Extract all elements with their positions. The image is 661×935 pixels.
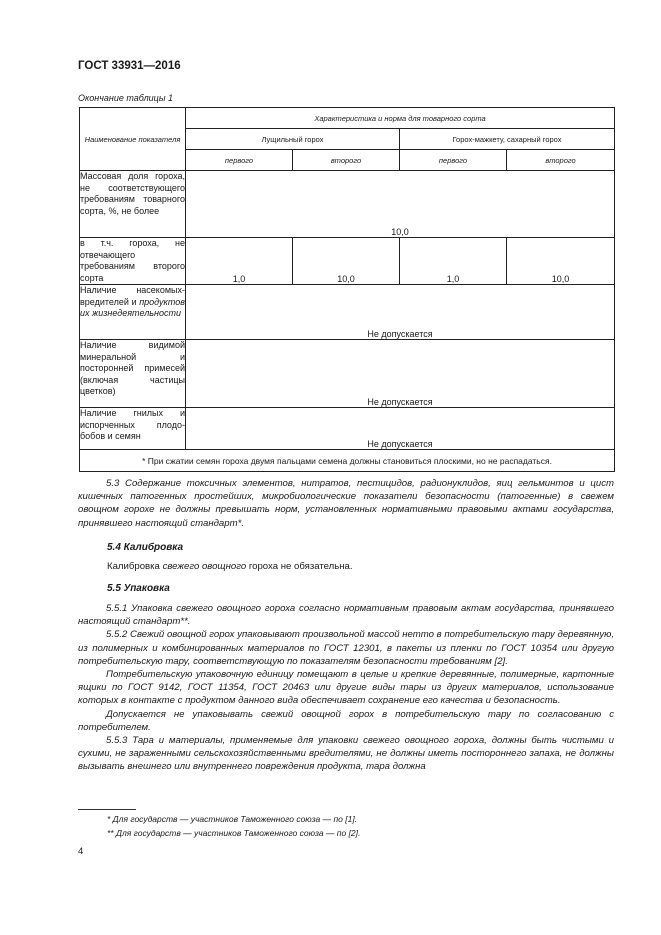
grade-header: второго [507, 150, 615, 171]
grade-header: второго [293, 150, 400, 171]
table-row [80, 340, 615, 408]
row-value: Не допускается [186, 408, 615, 450]
grade-header: первого [400, 150, 507, 171]
paragraph-5-3: 5.3 Содержание токсичных элементов, нитратов, пестицидов, радионуклидов, яиц гельминтов и цист кишечных патогенных простейших, микробиологические показатели безопасности (патогенные) в свежем овощном горохе не должны превышать норм, установленных нормативными правовыми актами государства, принявшего настоящий стандарт*. [78, 478, 614, 529]
row-value: 10,0 [186, 171, 615, 238]
row-value: 1,0 [186, 238, 293, 285]
paragraph-5-4: Калибровка свежего овощного гороха не обязательна. [107, 561, 353, 572]
table-row [80, 171, 615, 238]
footnote-divider [78, 809, 136, 810]
table-footnote: * При сжатии семян гороха двумя пальцами семена должны становиться плоскими, но не распадаться. [80, 450, 615, 472]
quality-table [79, 107, 615, 472]
row-name: Массовая доля гороха, не соответствующего требованиям товарного сорта, %, не более [80, 171, 186, 238]
col-header-indicator: Наименование показателя [80, 108, 186, 171]
paragraph-5-5-2: 5.5.2 Свежий овощной горох упаковывают произвольной массой нетто в потребительскую тару деревянную, из полимерных и комбинированных материалов по ГОСТ 12301, в пакеты из пленки по ГОСТ 10354 или другую потребительскую тару, соответствующую по показателям безопасности требованиям [2]. [78, 629, 614, 667]
row-value: 10,0 [293, 238, 400, 285]
table-footnote-row [80, 450, 615, 472]
table-row [80, 238, 615, 285]
table-row [80, 285, 615, 340]
row-value: Не допускается [186, 285, 615, 340]
row-name: в т.ч. гороха, не отвечающего требованиям второго сорта [80, 238, 185, 283]
section-heading-packaging: 5.5 Упаковка [107, 583, 170, 594]
row-value: 10,0 [507, 238, 615, 285]
table-caption: Окончание таблицы 1 [78, 93, 173, 103]
subheader-shelling-pea: Лущильный горох [186, 129, 400, 150]
packaging-paragraphs [78, 602, 614, 774]
subheader-sugar-pea: Горох-мажкету, сахарный горох [400, 129, 615, 150]
row-value: 1,0 [400, 238, 507, 285]
row-name: Наличие гнилых и испорченных плодо-бобов и семян [80, 408, 186, 450]
section-heading-calibration: 5.4 Калибровка [107, 542, 184, 553]
paragraph-5-5-3: 5.5.3 Тара и материалы, применяемые для упаковки свежего овощного гороха, должны быть чистыми и сухими, не зараженными сельскохозяйственными вредителями, не должны иметь постороннего запаха, не должны вызывать внешнего или внутреннего повреждения продукта, тара должна [78, 735, 614, 773]
paragraph-5-5-2c: Допускается не упаковывать свежий овощной горох в потребительскую тару по согласованию с потребителем. [78, 708, 614, 733]
col-header-group: Характеристика и норма для товарного сорта [186, 108, 615, 129]
row-value: Не допускается [186, 340, 615, 408]
table-row [80, 408, 615, 450]
grade-header: первого [186, 150, 293, 171]
paragraph-5-5-1: 5.5.1 Упаковка свежего овощного гороха согласно нормативным правовым актам государства, принявшего настоящий стандарт**. [78, 603, 614, 628]
footnote-2: ** Для государств — участников Таможенного союза — по [2]. [107, 828, 361, 838]
footnote-1: * Для государств — участников Таможенного союза — по [1]. [107, 814, 358, 824]
standard-header: ГОСТ 33931—2016 [78, 60, 181, 72]
row-name: Наличие насекомых-вредителей и продуктов их жизнедеятельности [80, 285, 186, 340]
paragraph-5-5-2b: Потребительскую упаковочную единицу помещают в целые и крепкие деревянные, полимерные, картонные ящики по ГОСТ 9142, ГОСТ 11354, ГОСТ 20463 или другие виды тары из других материалов, использование которых в контакте с продуктом данного вида обеспечивает сохранение его качества и безопасность. [78, 669, 614, 707]
page-number: 4 [78, 846, 84, 857]
row-name: Наличие видимой минеральной и посторонней примесей (включая частицы цветков) [80, 340, 186, 408]
